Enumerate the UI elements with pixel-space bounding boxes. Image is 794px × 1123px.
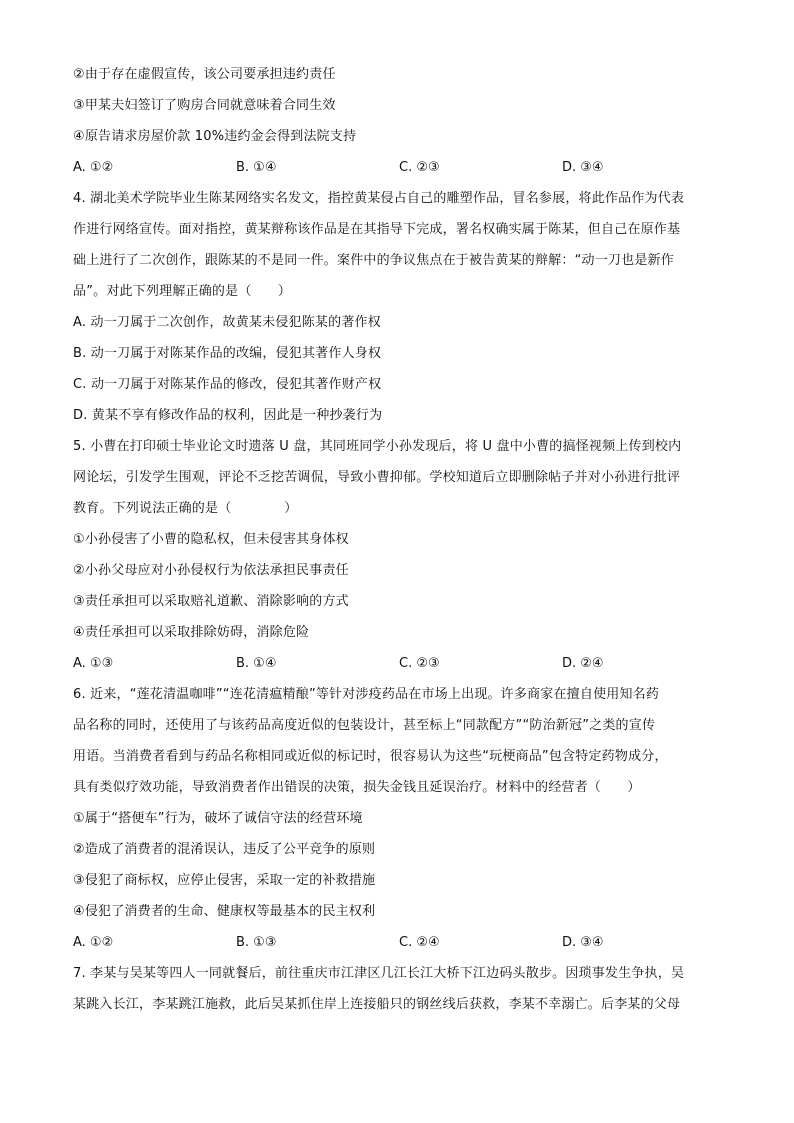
choice-c: C. 动一刀属于对陈某作品的修改，侵犯其著作财产权 (73, 377, 382, 392)
statement-3: ③甲某夫妇签订了购房合同就意味着合同生效 (73, 98, 336, 113)
option-d: D. ③④ (562, 160, 604, 175)
choice-a: A. 动一刀属于二次创作，故黄某未侵犯陈某的著作权 (73, 315, 381, 330)
stem-line: 5. 小曹在打印硕士毕业论文时遗落 U 盘，其同班同学小孙发现后，将 U 盘中小曹的搞怪视频上传到校内 (73, 439, 682, 454)
question-3-items (73, 62, 723, 155)
statement-2: ②小孙父母应对小孙侵权行为依法承担民事责任 (73, 563, 349, 578)
stem-line: 6. 近来，“莲花清温咖啡”“连花清瘟精酿”等针对涉疫药品在市场上出现。许多商家在擅自使用知名药 (73, 687, 660, 702)
question-5-options (73, 651, 723, 682)
statement-4: ④侵犯了消费者的生命、健康权等最基本的民主权利 (73, 904, 376, 919)
stem-line: 7. 李某与吴某等四人一同就餐后，前往重庆市江津区几江长江大桥下江边码头散步。因琐事发生争执，吴 (73, 966, 685, 981)
question-3-options (73, 155, 723, 186)
statement-3: ③侵犯了商标权，应停止侵害，采取一定的补救措施 (73, 873, 376, 888)
option-c: C. ②③ (399, 656, 440, 671)
page-content (73, 62, 723, 1023)
choice-d: D. 黄某不享有修改作品的权利，因此是一种抄袭行为 (73, 408, 383, 423)
stem-line: 品名称的同时，还使用了与该药品高度近似的包装设计，甚至标上“同款配方”“防治新冠”之类的宣传 (73, 718, 656, 733)
stem-line: 作进行网络宣传。面对指控，黄某辩称该作品是在其指导下完成，署名权确实属于陈某，但自己在原作基 (73, 222, 681, 237)
question-4-choices (73, 310, 723, 434)
option-c: C. ②④ (399, 935, 440, 950)
statement-2: ②由于存在虚假宣传，该公司要承担违约责任 (73, 67, 336, 82)
option-b: B. ①③ (236, 935, 277, 950)
choice-b: B. 动一刀属于对陈某作品的改编，侵犯其著作人身权 (73, 346, 382, 361)
option-b: B. ①④ (236, 160, 277, 175)
stem-line: 具有类似疗效功能，导致消费者作出错误的决策，损失金钱且延误治疗。材料中的经营者（ ） (73, 780, 641, 795)
option-a: A. ①③ (73, 656, 114, 671)
statement-4: ④原告请求房屋价款 10%违约金会得到法院支持 (73, 129, 357, 144)
statement-4: ④责任承担可以采取排除妨碍，消除危险 (73, 625, 310, 640)
question-7-stem (73, 961, 723, 1023)
question-6-items (73, 806, 723, 930)
option-d: D. ②④ (562, 656, 604, 671)
option-a: A. ①② (73, 160, 114, 175)
option-c: C. ②③ (399, 160, 440, 175)
statement-1: ①小孙侵害了小曹的隐私权，但未侵害其身体权 (73, 532, 349, 547)
question-4-stem (73, 186, 723, 310)
stem-line: 品”。对此下列理解正确的是（ ） (73, 284, 292, 299)
statement-3: ③责任承担可以采取赔礼道歉、消除影响的方式 (73, 594, 349, 609)
stem-line: 教育。下列说法正确的是（ ） (73, 501, 298, 516)
question-5-stem (73, 434, 723, 527)
stem-line: 网论坛，引发学生围观，评论不乏挖苦调侃，导致小曹抑郁。学校知道后立即删除帖子并对小孙进行批评 (73, 470, 681, 485)
option-a: A. ①② (73, 935, 114, 950)
question-5-items (73, 527, 723, 651)
option-b: B. ①④ (236, 656, 277, 671)
stem-line: 用语。当消费者看到与药品名称相同或近似的标记时，很容易认为这些“玩梗商品”包含特定药物成分， (73, 749, 668, 764)
stem-line: 4. 湖北美术学院毕业生陈某网络实名发文，指控黄某侵占自己的雕塑作品，冒名参展，将此作品作为代表 (73, 191, 685, 206)
stem-line: 础上进行了二次创作，跟陈某的不是同一件。案件中的争议焦点在于被告黄某的辩解：“动一刀也是新作 (73, 253, 674, 268)
statement-1: ①属于“搭便车”行为，破坏了诚信守法的经营环境 (73, 811, 363, 826)
option-d: D. ③④ (562, 935, 604, 950)
question-6-stem (73, 682, 723, 806)
statement-2: ②造成了消费者的混淆误认，违反了公平竞争的原则 (73, 842, 376, 857)
question-6-options (73, 930, 723, 961)
stem-line: 某跳入长江，李某跳江施救，此后吴某抓住岸上连接船只的钢丝线后获救，李某不幸溺亡。后李某的父母 (73, 997, 681, 1012)
